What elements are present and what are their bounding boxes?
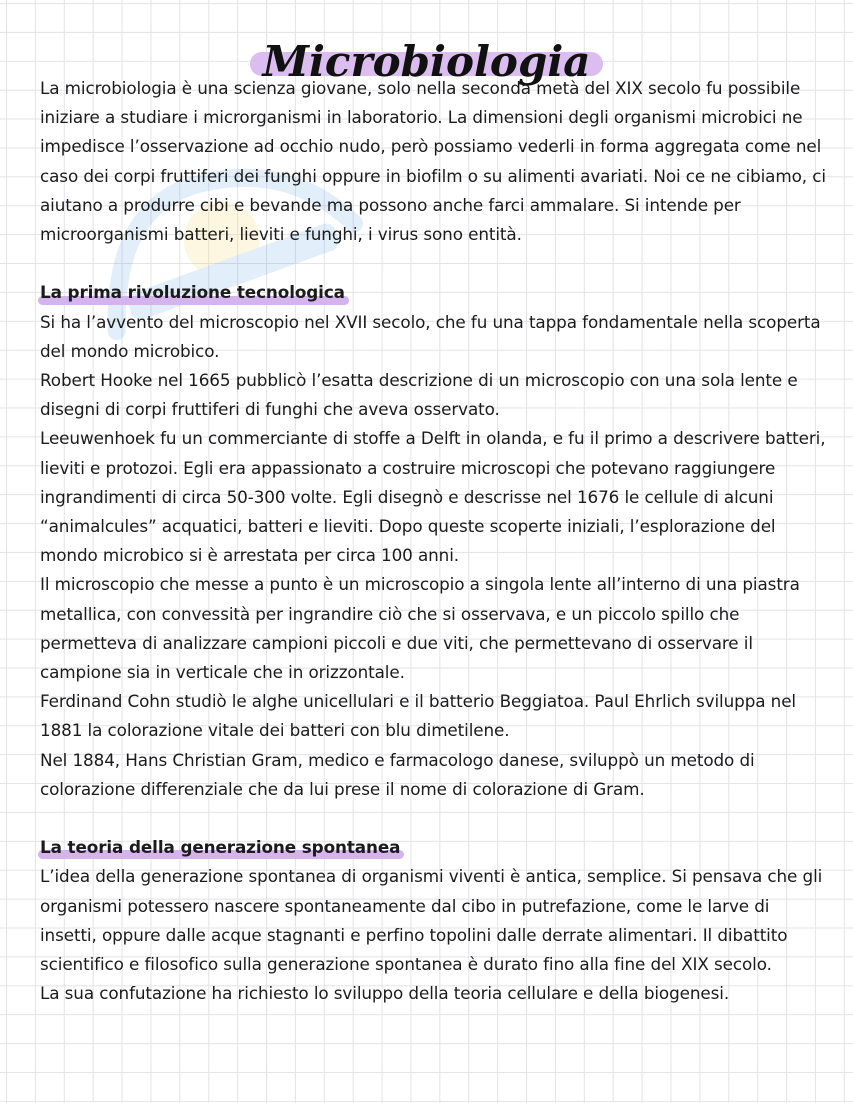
paragraph: L’idea della generazione spontanea di organismi viventi è antica, semplice. Si pensava che gli organismi potessero nascere spontaneamente dal cibo in putrefazione, come le larve di insetti, oppure dalle acque stagnanti e perfino topolini dalle derrate alimentari. Il dibattito scientifico e filosofico sulla generazione spontanea è durato fino alla fine del XIX secolo. <box>40 866 823 975</box>
section-heading-row <box>40 833 830 862</box>
paragraph: Il microscopio che messe a punto è un microscopio a singola lente all’interno di una piastra metallica, con convessità per ingrandire ciò che si osservava, e un piccolo spillo che permetteva di analizzare campioni piccoli e due viti, che permettevano di osservare il campione sia in verticale che in orizzontale. <box>40 574 800 683</box>
page-title: Microbiologia <box>254 34 598 90</box>
paragraph: Robert Hooke nel 1665 pubblicò l’esatta descrizione di un microscopio con una sola lente e disegni di corpi fruttiferi di funghi che aveva osservato. <box>40 370 798 420</box>
paragraph: Si ha l’avvento del microscopio nel XVII secolo, che fu una tappa fondamentale nella scoperta del mondo microbico. <box>40 311 821 361</box>
spacer <box>40 249 830 278</box>
paragraph: La sua confutazione ha richiesto lo sviluppo della teoria cellulare e della biogenesi. <box>40 983 730 1004</box>
paragraph: Nel 1884, Hans Christian Gram, medico e farmacologo danese, sviluppò un metodo di colorazione differenziale che da lui prese il nome di colorazione di Gram. <box>40 749 755 799</box>
section-heading-rivoluzione: La prima rivoluzione tecnologica <box>40 278 345 307</box>
spacer <box>40 804 830 833</box>
section-heading-row <box>40 278 830 307</box>
intro-paragraph: La microbiologia è una scienza giovane, solo nella seconda metà del XIX secolo fu possibile iniziare a studiare i microrganismi in laboratorio. La dimensioni degli organismi microbici ne impedisce l’osservazione ad occhio nudo, però possiamo vederli in forma aggregata come nel caso dei corpi fruttiferi dei funghi oppure in biofilm o su alimenti avariati. Noi ce ne cibiamo, ci aiutano a produrre cibi e bevande ma possono anche farci ammalare. Si intende per microorganismi batteri, lieviti e funghi, i virus sono entità. <box>40 78 826 245</box>
document-body <box>40 74 830 1008</box>
paragraph: Ferdinand Cohn studiò le alghe unicellulari e il batterio Beggiatoa. Paul Ehrlich sviluppa nel 1881 la colorazione vitale dei batteri con blu dimetilene. <box>40 691 796 741</box>
paragraph: Leeuwenhoek fu un commerciante di stoffe a Delft in olanda, e fu il primo a descrivere batteri, lieviti e protozoi. Egli era appassionato a costruire microscopi che potevano raggiungere ingrandimenti di circa 50-300 volte. Egli disegnò e descrisse nel 1676 le cellule di alcuni “animalcules” acquatici, batteri e lieviti. Dopo queste scoperte iniziali, l’esplorazione del mondo microbico si è arrestata per circa 100 anni. <box>40 428 826 566</box>
section-heading-generazione: La teoria della generazione spontanea <box>40 833 400 862</box>
